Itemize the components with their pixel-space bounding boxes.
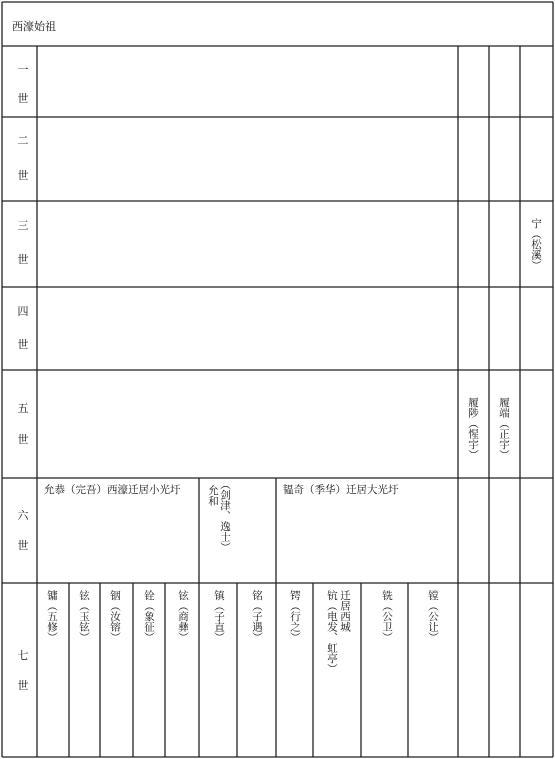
gen-7-person-3: 铟（汝镕） [109, 590, 121, 643]
gen-6-branch-yunhe-note: （剑津、逸士） [219, 479, 231, 553]
gen-6-branch-yungong: 允恭（完吾）西濠迁居小光圩 [44, 484, 181, 496]
gen-6-suffix: 世 [17, 539, 29, 552]
gen-6-number: 六 [17, 509, 29, 522]
gen-7-person-11: 镗（公让） [427, 590, 439, 643]
gen-2-number: 二 [17, 134, 29, 147]
gen-6-branch-yunqi: 韫奇（季华）迁居大光圩 [283, 484, 399, 496]
gen-1-number: 一 [17, 63, 29, 76]
gen-7-number: 七 [17, 649, 29, 662]
gen-7-person-9: 钪（电发、虹亭） [326, 590, 338, 674]
gen-5-suffix: 世 [17, 433, 29, 446]
gen-6-branch-yunhe-name: 允和 [207, 485, 219, 506]
gen-3-number: 三 [17, 219, 29, 232]
gen-4-suffix: 世 [17, 338, 29, 351]
gen-5-person-lvzhi: 履陟（惺宇） [467, 397, 479, 460]
gen-7-person-5: 铉（商彝） [177, 590, 189, 643]
gen-2-suffix: 世 [17, 169, 29, 182]
gen-7-person-6: 镇（子直） [213, 590, 225, 643]
gen-3-suffix: 世 [17, 253, 29, 266]
gen-7-person-9-note: 迁居西城 [339, 590, 351, 632]
gen-3-person-ning: 宁（松溪） [530, 218, 542, 271]
gen-1-suffix: 世 [17, 92, 29, 105]
gen-7-person-4: 铨（象征） [143, 590, 155, 643]
gen-7-person-1: 镛（五修） [46, 590, 58, 643]
gen-4-number: 四 [17, 305, 29, 318]
gen-7-person-10: 铣（公卫） [381, 590, 393, 643]
gen-5-number: 五 [17, 402, 29, 415]
gen-7-person-8: 锷（行之） [289, 590, 301, 643]
gen-7-suffix: 世 [17, 679, 29, 692]
gen-5-person-lvduan: 履端（正宇） [498, 397, 510, 460]
gen-7-person-2: 铉（玉铉） [78, 590, 90, 643]
table-title: 西濠始祖 [12, 20, 56, 33]
gen-7-person-7: 铭（子遇） [251, 590, 263, 643]
